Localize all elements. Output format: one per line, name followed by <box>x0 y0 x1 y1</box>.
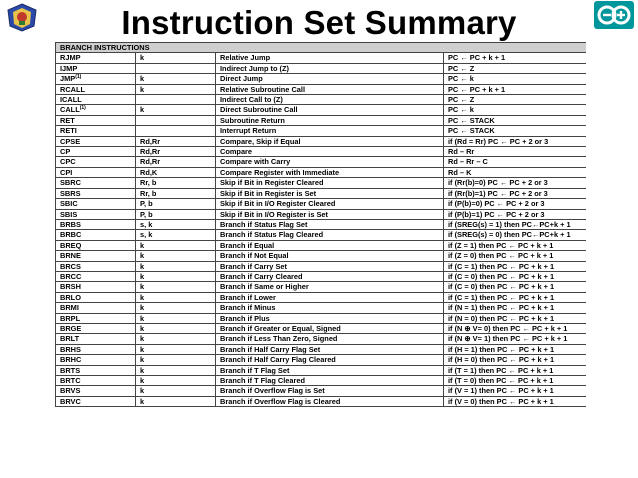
description-cell: Branch if Lower <box>216 292 444 302</box>
mnemonic-text: RCALL <box>60 84 86 94</box>
mnemonic-text: RET <box>60 115 75 125</box>
table-row <box>56 209 587 219</box>
description-cell: Branch if Half Carry Flag Set <box>216 344 444 354</box>
description-cell: Indirect Call to (Z) <box>216 95 444 105</box>
section-header: BRANCH INSTRUCTIONS <box>56 43 587 53</box>
operation-cell: Rd – Rr <box>444 147 587 157</box>
operands-cell: Rd,K <box>136 167 216 177</box>
table-row <box>56 188 587 198</box>
description-cell: Skip if Bit in Register is Set <box>216 188 444 198</box>
operation-cell: if (SREG(s) = 1) then PC←PC+k + 1 <box>444 219 587 229</box>
operation-cell: if (N ⊕ V= 1) then PC ← PC + k + 1 <box>444 334 587 344</box>
mnemonic-text: BRHS <box>60 344 81 354</box>
mnemonic-cell <box>56 355 136 365</box>
mnemonic-cell <box>56 105 136 115</box>
mnemonic-text: BRCS <box>60 261 81 271</box>
description-cell: Branch if Carry Cleared <box>216 271 444 281</box>
mnemonic-cell <box>56 84 136 94</box>
operands-cell: k <box>136 240 216 250</box>
table-row <box>56 261 587 271</box>
mnemonic-cell <box>56 74 136 84</box>
operation-cell: Rd – K <box>444 167 587 177</box>
mnemonic-text: BRTC <box>60 376 81 385</box>
description-cell: Branch if T Flag Set <box>216 365 444 375</box>
table-row <box>56 344 587 354</box>
mnemonic-text: JMP <box>60 74 76 84</box>
mnemonic-cell <box>56 271 136 281</box>
description-cell: Branch if Overflow Flag is Cleared <box>216 396 444 406</box>
operands-cell: Rr, b <box>136 178 216 188</box>
mnemonic-cell <box>56 63 136 73</box>
description-cell: Branch if Status Flag Set <box>216 219 444 229</box>
operation-cell: PC ← k <box>444 74 587 84</box>
operation-cell: PC ← Z <box>444 63 587 73</box>
mnemonic-cell <box>56 178 136 188</box>
mnemonic-cell <box>56 147 136 157</box>
operands-cell: Rd,Rr <box>136 157 216 167</box>
description-cell: Branch if Same or Higher <box>216 282 444 292</box>
mnemonic-text: CPC <box>60 157 76 167</box>
mnemonic-cell <box>56 396 136 406</box>
operands-cell: k <box>136 313 216 323</box>
mnemonic-text: SBIS <box>60 209 78 219</box>
operation-cell: Rd – Rr – C <box>444 157 587 167</box>
mnemonic-text: CPSE <box>60 136 81 146</box>
operation-cell: PC ← Z <box>444 95 587 105</box>
mnemonic-text: RETI <box>60 126 77 136</box>
operation-cell: if (C = 0) then PC ← PC + k + 1 <box>444 282 587 292</box>
table-row <box>56 63 587 73</box>
table-row <box>56 115 587 125</box>
operands-cell: P, b <box>136 209 216 219</box>
operands-cell: s, k <box>136 219 216 229</box>
operands-cell: k <box>136 261 216 271</box>
table-row <box>56 355 587 365</box>
mnemonic-text: IJMP <box>60 63 78 73</box>
mnemonic-cell <box>56 386 136 396</box>
table-row <box>56 199 587 209</box>
operands-cell: k <box>136 344 216 354</box>
operation-cell: if (C = 0) then PC ← PC + k + 1 <box>444 271 587 281</box>
table-row <box>56 157 587 167</box>
description-cell: Branch if Greater or Equal, Signed <box>216 323 444 333</box>
operation-cell: PC ← PC + k + 1 <box>444 84 587 94</box>
operands-cell: k <box>136 355 216 365</box>
mnemonic-text: BRBS <box>60 219 81 229</box>
mnemonic-text: CALL <box>60 105 80 115</box>
operation-cell: if (H = 0) then PC ← PC + k + 1 <box>444 355 587 365</box>
operation-cell: PC ← STACK <box>444 126 587 136</box>
operands-cell: Rd,Rr <box>136 147 216 157</box>
operands-cell: k <box>136 53 216 63</box>
table-row <box>56 303 587 313</box>
instruction-table-body <box>56 43 587 407</box>
mnemonic-cell <box>56 115 136 125</box>
operation-cell: if (T = 0) then PC ← PC + k + 1 <box>444 376 587 386</box>
operation-cell: if (C = 1) then PC ← PC + k + 1 <box>444 292 587 302</box>
table-row <box>56 147 587 157</box>
description-cell: Branch if Minus <box>216 303 444 313</box>
operation-cell: if (Rr(b)=0) PC ← PC + 2 or 3 <box>444 178 587 188</box>
table-row <box>56 74 587 84</box>
operands-cell: k <box>136 303 216 313</box>
operation-cell: PC ← k <box>444 105 587 115</box>
mnemonic-cell <box>56 219 136 229</box>
table-row <box>56 230 587 240</box>
operands-cell: k <box>136 386 216 396</box>
mnemonic-text: RJMP <box>60 53 81 63</box>
mnemonic-text: BREQ <box>60 240 82 250</box>
section-header-row <box>56 43 587 53</box>
description-cell: Skip if Bit in I/O Register is Set <box>216 209 444 219</box>
mnemonic-cell <box>56 344 136 354</box>
table-row <box>56 136 587 146</box>
operands-cell: Rd,Rr <box>136 136 216 146</box>
table-row <box>56 292 587 302</box>
operands-cell: k <box>136 251 216 261</box>
description-cell: Direct Jump <box>216 74 444 84</box>
mnemonic-text: BRSH <box>60 282 81 292</box>
operation-cell: if (Rr(b)=1) PC ← PC + 2 or 3 <box>444 188 587 198</box>
table-row <box>56 313 587 323</box>
description-cell: Indirect Jump to (Z) <box>216 63 444 73</box>
description-cell: Skip if Bit in Register Cleared <box>216 178 444 188</box>
mnemonic-cell <box>56 282 136 292</box>
operands-cell: k <box>136 105 216 115</box>
mnemonic-text: SBRS <box>60 188 81 198</box>
mnemonic-cell <box>56 313 136 323</box>
description-cell: Direct Subroutine Call <box>216 105 444 115</box>
mnemonic-text: BRNE <box>60 251 81 261</box>
operation-cell: if (Z = 0) then PC ← PC + k + 1 <box>444 251 587 261</box>
table-row <box>56 219 587 229</box>
mnemonic-text: BRVS <box>60 386 81 396</box>
operands-cell: k <box>136 282 216 292</box>
mnemonic-text: BRTS <box>60 365 81 375</box>
mnemonic-text: SBIC <box>60 199 78 209</box>
description-cell: Compare with Carry <box>216 157 444 167</box>
mnemonic-cell <box>56 199 136 209</box>
operation-cell: PC ← STACK <box>444 115 587 125</box>
description-cell: Branch if T Flag Cleared <box>216 376 444 386</box>
operands-cell: k <box>136 84 216 94</box>
table-row <box>56 282 587 292</box>
operation-cell: if (V = 0) then PC ← PC + k + 1 <box>444 396 587 406</box>
table-row <box>56 271 587 281</box>
description-cell: Branch if Equal <box>216 240 444 250</box>
mnemonic-text: BRHC <box>60 355 82 365</box>
table-row <box>56 365 587 375</box>
mnemonic-cell <box>56 53 136 63</box>
mnemonic-text: CPI <box>60 167 73 177</box>
description-cell: Compare <box>216 147 444 157</box>
table-row <box>56 334 587 344</box>
table-row <box>56 167 587 177</box>
operation-cell: if (P(b)=0) PC ← PC + 2 or 3 <box>444 199 587 209</box>
arduino-infinity-icon <box>594 1 634 29</box>
instruction-table <box>55 42 586 407</box>
operands-cell: k <box>136 323 216 333</box>
mnemonic-cell <box>56 167 136 177</box>
table-row <box>56 323 587 333</box>
table-row <box>56 251 587 261</box>
operands-cell: s, k <box>136 230 216 240</box>
mnemonic-cell <box>56 209 136 219</box>
mnemonic-cell <box>56 95 136 105</box>
mnemonic-cell <box>56 365 136 375</box>
operands-cell: P, b <box>136 199 216 209</box>
mnemonic-cell <box>56 126 136 136</box>
description-cell: Branch if Plus <box>216 313 444 323</box>
mnemonic-text: CP <box>60 147 71 157</box>
operands-cell <box>136 63 216 73</box>
description-cell: Relative Jump <box>216 53 444 63</box>
description-cell: Subroutine Return <box>216 115 444 125</box>
mnemonic-text: BRCC <box>60 271 82 281</box>
description-cell: Interrupt Return <box>216 126 444 136</box>
operation-cell: if (Z = 1) then PC ← PC + k + 1 <box>444 240 587 250</box>
arduino-logo <box>594 1 634 29</box>
mnemonic-text: BRVC <box>60 396 81 406</box>
description-cell: Skip if Bit in I/O Register Cleared <box>216 199 444 209</box>
operands-cell: k <box>136 334 216 344</box>
description-cell: Branch if Half Carry Flag Cleared <box>216 355 444 365</box>
table-row <box>56 396 587 406</box>
operation-cell: if (P(b)=1) PC ← PC + 2 or 3 <box>444 209 587 219</box>
operation-cell: PC ← PC + k + 1 <box>444 53 587 63</box>
mnemonic-cell <box>56 323 136 333</box>
operation-cell: if (V = 1) then PC ← PC + k + 1 <box>444 386 587 396</box>
operation-cell: if (C = 1) then PC ← PC + k + 1 <box>444 261 587 271</box>
operation-cell: if (H = 1) then PC ← PC + k + 1 <box>444 344 587 354</box>
operation-cell: if (N = 0) then PC ← PC + k + 1 <box>444 313 587 323</box>
mnemonic-cell <box>56 261 136 271</box>
operands-cell: k <box>136 271 216 281</box>
description-cell: Branch if Not Equal <box>216 251 444 261</box>
mnemonic-text: ICALL <box>60 95 82 105</box>
mnemonic-text: BRGE <box>60 323 82 333</box>
description-cell: Branch if Less Than Zero, Signed <box>216 334 444 344</box>
description-cell: Branch if Status Flag Cleared <box>216 230 444 240</box>
footnote-marker: (1) <box>75 74 82 81</box>
table-row <box>56 376 587 386</box>
slide-title: Instruction Set Summary <box>121 4 517 41</box>
table-row <box>56 84 587 94</box>
mnemonic-text: BRLT <box>60 334 80 344</box>
description-cell: Compare Register with Immediate <box>216 167 444 177</box>
mnemonic-text: BRBC <box>60 230 82 240</box>
description-cell: Compare, Skip if Equal <box>216 136 444 146</box>
operands-cell: k <box>136 365 216 375</box>
operands-cell <box>136 115 216 125</box>
operation-cell: if (N = 1) then PC ← PC + k + 1 <box>444 303 587 313</box>
mnemonic-cell <box>56 334 136 344</box>
operands-cell <box>136 95 216 105</box>
mnemonic-text: BRMI <box>60 303 79 313</box>
mnemonic-cell <box>56 251 136 261</box>
table-row <box>56 95 587 105</box>
mnemonic-cell <box>56 376 136 386</box>
description-cell: Branch if Carry Set <box>216 261 444 271</box>
table-row <box>56 240 587 250</box>
table-row <box>56 386 587 396</box>
mnemonic-cell <box>56 230 136 240</box>
operands-cell <box>136 126 216 136</box>
mnemonic-text: BRPL <box>60 313 81 323</box>
mnemonic-cell <box>56 188 136 198</box>
operation-cell: if (N ⊕ V= 0) then PC ← PC + k + 1 <box>444 323 587 333</box>
mnemonic-cell <box>56 292 136 302</box>
mnemonic-cell <box>56 303 136 313</box>
mnemonic-cell <box>56 136 136 146</box>
operands-cell: k <box>136 74 216 84</box>
operands-cell: k <box>136 292 216 302</box>
mnemonic-text: BRLO <box>60 292 81 302</box>
operation-cell: if (SREG(s) = 0) then PC←PC+k + 1 <box>444 230 587 240</box>
table-row <box>56 53 587 63</box>
operands-cell: Rr, b <box>136 188 216 198</box>
operands-cell: k <box>136 376 216 386</box>
table-row <box>56 178 587 188</box>
operation-cell: if (Rd = Rr) PC ← PC + 2 or 3 <box>444 136 587 146</box>
mnemonic-cell <box>56 240 136 250</box>
table-row <box>56 105 587 115</box>
operation-cell: if (T = 1) then PC ← PC + k + 1 <box>444 365 587 375</box>
mnemonic-cell <box>56 157 136 167</box>
table-row <box>56 126 587 136</box>
instruction-table-container <box>55 42 586 472</box>
footnote-marker: (1) <box>79 105 86 112</box>
description-cell: Branch if Overflow Flag is Set <box>216 386 444 396</box>
description-cell: Relative Subroutine Call <box>216 84 444 94</box>
operands-cell: k <box>136 396 216 406</box>
mnemonic-text: SBRC <box>60 178 81 188</box>
